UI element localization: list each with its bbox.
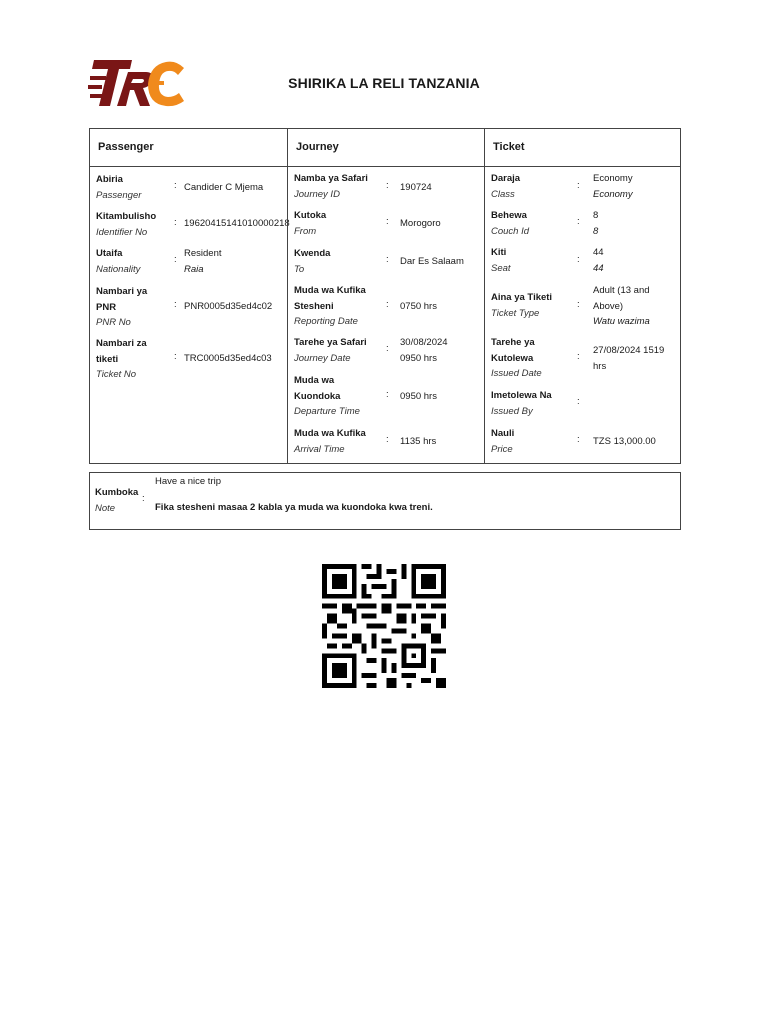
- field-label-en: Class: [491, 188, 515, 200]
- field-label-en: Departure Time: [294, 406, 360, 417]
- field-label-en: Seat: [491, 262, 511, 274]
- separator: :: [386, 180, 389, 191]
- separator: :: [577, 351, 580, 362]
- departure-value: 0950 hrs: [400, 391, 437, 402]
- separator: :: [174, 254, 177, 265]
- nationality-value: Resident: [184, 248, 222, 259]
- qr-code-icon: [322, 562, 446, 690]
- field-label-en: Identifier No: [96, 226, 148, 238]
- note-instruction: Fika stesheni masaa 2 kabla ya muda wa kuondoka kwa treni.: [155, 502, 433, 513]
- separator: :: [577, 216, 580, 227]
- field-label: Daraja: [491, 173, 521, 184]
- field-label-en: From: [294, 225, 317, 237]
- field-label: Tarehe ya Kutolewa: [491, 337, 535, 364]
- field-label: Nambari za tiketi: [96, 338, 147, 365]
- coach-value: 8: [593, 210, 599, 221]
- separator: :: [386, 299, 389, 310]
- separator: :: [386, 389, 389, 400]
- field-label: Muda wa Kufika: [294, 428, 366, 439]
- separator: :: [174, 299, 177, 310]
- ticket-type-value-sw: Watu wazima: [593, 316, 650, 327]
- field-label: Utaifa: [96, 248, 123, 259]
- field-label: Imetolewa Na: [491, 390, 552, 401]
- field-label-en: To: [294, 263, 305, 275]
- reporting-value: 0750 hrs: [400, 301, 437, 312]
- field-label-en: Journey ID: [294, 188, 340, 200]
- pnr-value: PNR0005d35ed4c02: [184, 301, 273, 312]
- field-label: Behewa: [491, 210, 527, 221]
- separator: :: [577, 299, 580, 310]
- separator: :: [386, 216, 389, 227]
- class-value: Economy: [593, 173, 633, 184]
- separator: :: [577, 180, 580, 191]
- field-label-en: Nationality: [96, 263, 141, 275]
- coach-value-sw: 8: [593, 225, 599, 237]
- identifier-value: 19620415141010000218: [184, 218, 290, 229]
- journey-id-value: 190724: [400, 182, 432, 193]
- class-value-sw: Economy: [593, 188, 633, 200]
- seat-value: 44: [593, 247, 604, 258]
- from-value: Morogoro: [400, 218, 441, 229]
- ticket-details-table: [89, 128, 681, 464]
- separator: :: [174, 180, 177, 191]
- note-greeting: Have a nice trip: [155, 476, 222, 487]
- field-label-en: Issued By: [491, 405, 533, 417]
- seat-value-sw: 44: [593, 262, 604, 274]
- passenger-name-value: Candider C Mjema: [184, 182, 264, 193]
- nationality-value-sw: Raia: [184, 263, 204, 275]
- field-label-en: Journey Date: [294, 352, 351, 364]
- field-label-en: Issued Date: [491, 368, 542, 379]
- separator: :: [577, 434, 580, 445]
- field-label: Kutoka: [294, 210, 327, 221]
- journey-column: [287, 129, 485, 463]
- field-label-en: Couch Id: [491, 225, 530, 237]
- to-value: Dar Es Salaam: [400, 256, 464, 267]
- field-label-en: Price: [491, 443, 513, 455]
- field-label-en: PNR No: [96, 317, 131, 328]
- journey-header: Journey: [288, 129, 485, 167]
- field-label: Kitambulisho: [96, 211, 157, 222]
- price-value: TZS 13,000.00: [593, 436, 656, 447]
- document-title: SHIRIKA LA RELI TANZANIA: [288, 75, 480, 91]
- separator: :: [142, 493, 145, 504]
- journey-date-value: 30/08/2024 0950 hrs: [400, 337, 448, 364]
- field-label: Kwenda: [294, 248, 331, 259]
- field-label: Muda wa Kuondoka: [294, 375, 341, 402]
- field-label: Nambari ya PNR: [96, 286, 148, 313]
- ticket-column: [484, 129, 681, 463]
- passenger-column: [90, 129, 290, 463]
- separator: :: [174, 351, 177, 362]
- field-label-en: Reporting Date: [294, 316, 358, 327]
- note-label-en: Note: [95, 502, 116, 514]
- field-label: Aina ya Tiketi: [491, 292, 553, 303]
- arrival-value: 1135 hrs: [400, 436, 437, 447]
- issued-date-value: 27/08/2024 1519 hrs: [593, 345, 665, 372]
- field-label: Abiria: [96, 174, 123, 185]
- field-label: Namba ya Safari: [294, 173, 368, 184]
- passenger-header: Passenger: [90, 129, 287, 167]
- separator: :: [577, 254, 580, 265]
- ticket-no-value: TRC0005d35ed4c03: [184, 353, 272, 364]
- field-label-en: Ticket No: [96, 369, 137, 380]
- note-label: Kumboka: [95, 487, 139, 498]
- field-label: Nauli: [491, 428, 515, 439]
- separator: :: [386, 254, 389, 265]
- field-label: Muda wa Kufika Stesheni: [294, 285, 366, 312]
- field-label: Tarehe ya Safari: [294, 337, 367, 348]
- field-label-en: Passenger: [96, 189, 142, 201]
- separator: :: [386, 434, 389, 445]
- separator: :: [577, 396, 580, 407]
- ticket-type-value: Adult (13 and Above): [593, 285, 650, 312]
- note-box: [89, 472, 681, 530]
- field-label-en: Arrival Time: [294, 443, 345, 455]
- field-label: Kiti: [491, 247, 507, 258]
- separator: :: [174, 217, 177, 228]
- ticket-header: Ticket: [485, 129, 681, 167]
- separator: :: [386, 343, 389, 354]
- field-label-en: Ticket Type: [491, 307, 540, 319]
